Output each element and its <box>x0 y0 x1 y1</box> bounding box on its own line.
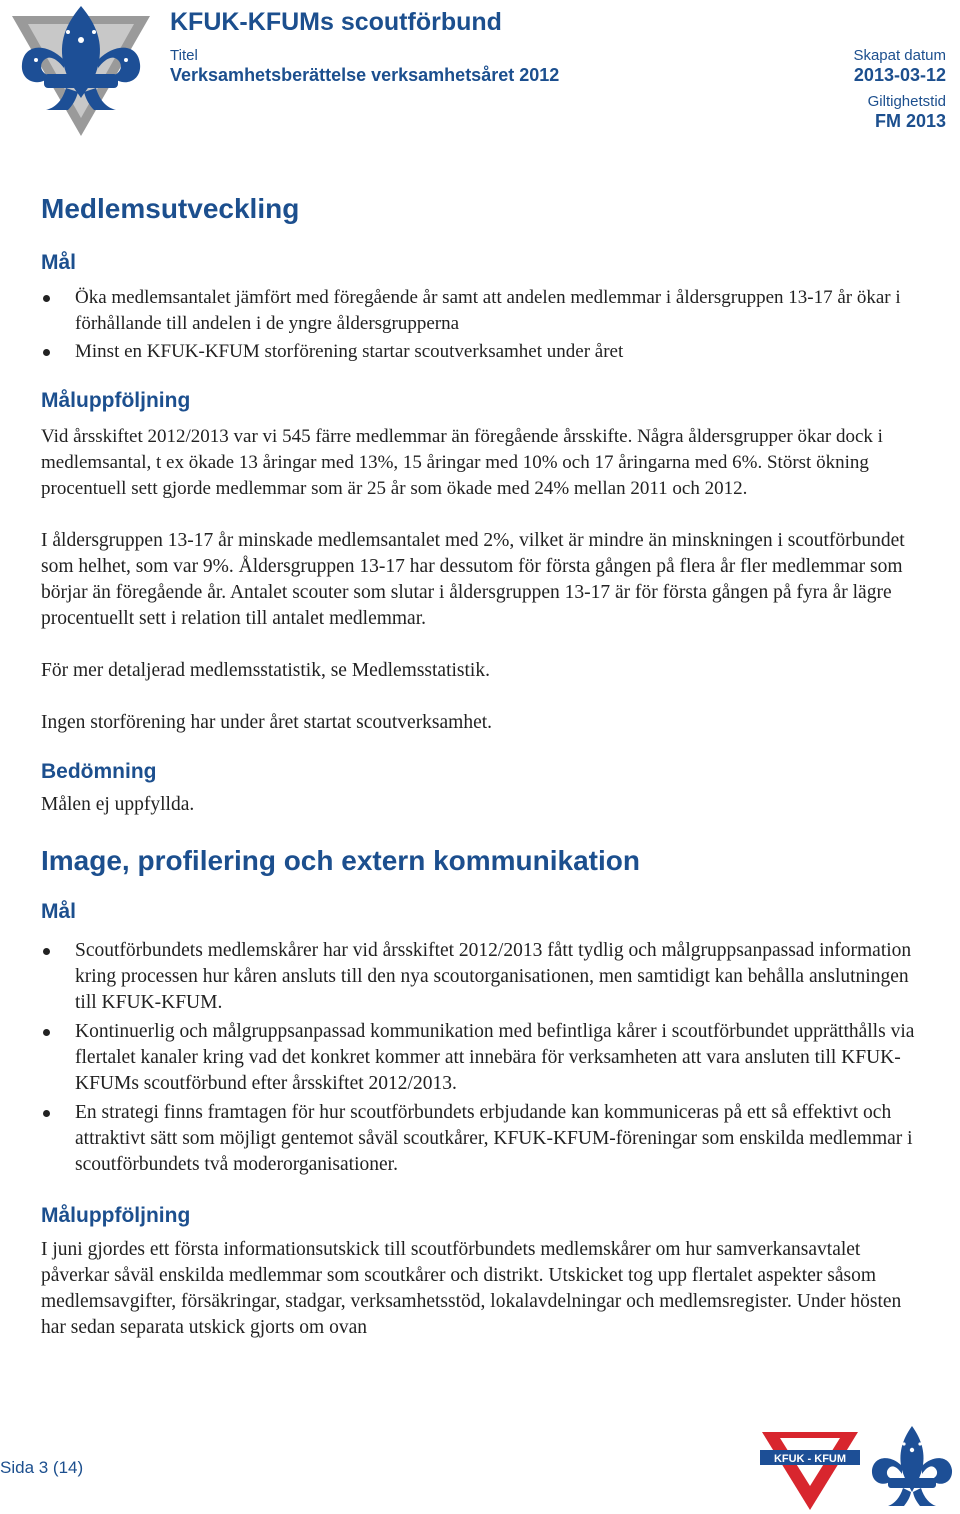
goal-heading: Mål <box>41 900 77 923</box>
page-number: Sida 3 (14) <box>0 1458 84 1477</box>
document-title: Verksamhetsberättelse verksamhetsåret 2012 <box>170 65 560 85</box>
list-item: Kontinuerlig och målgruppsanpassad kommunikation med befintliga kårer i scoutförbundet upprätthålls via flertalet kanaler kring vad det konkret kommer att innebära för verksamheten att vara ansluten till KFUK-KFUMs scoutförbund efter årsskiftet 2012/2013. <box>41 1019 921 1097</box>
kfuk-logo-text: KFUK - KFUM <box>773 1453 847 1465</box>
title-label: Titel <box>170 47 198 64</box>
assessment-heading: Bedömning <box>41 760 157 783</box>
paragraph: I åldersgruppen 13-17 år minskade medlemsantalet med 2%, vilket är mindre än minskningen i scoutförbundet som helhet, som var 9%. Åldersgruppen 13-17 har dessutom för första gången på flera år fler medlemmar som börjar än föregående år. Antalet scouter som slutar i åldersgruppen 13-17 är för första gången på fyra år lägre procentuellt sett i relation till antalet medlemmar. <box>41 530 905 629</box>
goal-heading: Mål <box>41 251 77 274</box>
paragraph: Vid årsskiftet 2012/2013 var vi 545 färre medlemmar än föregående årsskifte. Några åldersgrupper ökar dock i medlemsantal, t ex ökade 13 åringar med 13%, 15 åringar med 10% och 17 åringarna med 6%. Störst ökning procentuell sett gjorde medlemmar som är 25 år som ökade med 24% mellan 2011 och 2012. <box>41 426 883 499</box>
paragraph: För mer detaljerad medlemsstatistik, se Medlemsstatistik. <box>41 660 490 681</box>
goal-list <box>41 285 921 365</box>
section-heading-medlemsutveckling: Medlemsutveckling <box>41 193 300 224</box>
validity-label: Giltighetstid <box>867 93 946 110</box>
paragraph: Ingen storförening har under året startat scoutverksamhet. <box>41 712 493 733</box>
created-date: 2013-03-12 <box>853 65 946 85</box>
created-date-label: Skapat datum <box>853 47 946 64</box>
assessment-text: Målen ej uppfyllda. <box>41 794 195 815</box>
scout-fleur-de-lis-small-logo <box>868 1424 956 1514</box>
list-item: Öka medlemsantalet jämfört med föregående år samt att andelen medlemmar i åldersgruppen 13-17 år ökar i förhållande till andelen i de yngre åldersgrupperna <box>41 285 921 337</box>
followup-heading: Måluppföljning <box>41 389 191 412</box>
paragraph: I juni gjordes ett första informationsutskick till scoutförbundets medlemskårer om hur samverkansavtalet påverkar såväl enskilda medlemmar som scoutkårer och distrikt. Utskicket tog upp flertalet aspekter såsom medlemsavgifter, försäkringar, stadgar, verksamhetsstöd, lokalavdelningar och medlemsregister. Under hösten har sedan separata utskick gjorts om ovan <box>41 1239 902 1338</box>
list-item: Minst en KFUK-KFUM storförening startar scoutverksamhet under året <box>41 339 921 365</box>
list-item: Scoutförbundets medlemskårer har vid årsskiftet 2012/2013 fått tydlig och målgruppsanpassad information kring processen hur kåren ansluts till den nya scoutorganisationen, men samtidigt kan behålla anslutningen till KFUK-KFUM. <box>41 938 921 1016</box>
section-heading-image: Image, profilering och extern kommunikation <box>41 845 640 876</box>
followup-heading: Måluppföljning <box>41 1204 191 1227</box>
document-body <box>41 190 921 1341</box>
scout-fleur-de-lis-logo <box>6 2 156 138</box>
kfuk-kfum-logo <box>760 1428 860 1512</box>
organization-name: KFUK-KFUMs scoutförbund <box>170 8 502 36</box>
list-item: En strategi finns framtagen för hur scoutförbundets erbjudande kan kommuniceras på ett så effektivt och attraktivt sätt som möjligt gentemot såväl scoutkårer, KFUK-KFUM-föreningar som enskilda medlemmar i scoutförbundets två moderorganisationer. <box>41 1100 921 1178</box>
goal-list <box>41 938 921 1178</box>
validity-value: FM 2013 <box>874 111 946 131</box>
